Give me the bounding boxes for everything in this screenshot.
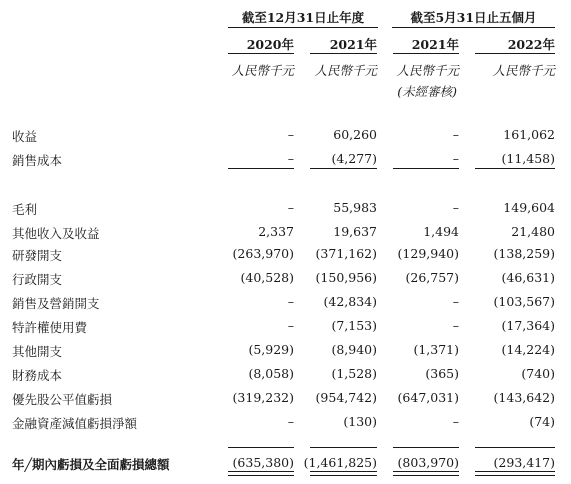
unit-col-2: 人民幣千元 <box>314 63 377 78</box>
row-value-col-2: (1,528) <box>331 366 377 381</box>
row-label: 其他開支 <box>12 344 63 359</box>
year-col-3: 2021年 <box>411 37 459 52</box>
total-top-rule-col-2 <box>310 447 377 448</box>
row-value-col-3: – <box>452 151 459 166</box>
row-value-col-4: (143,642) <box>493 390 555 405</box>
row-value-col-3: (365) <box>425 366 459 381</box>
group2-underline <box>392 27 555 28</box>
unit-col-4: 人民幣千元 <box>492 63 555 78</box>
row-value-col-2: 19,637 <box>333 224 377 239</box>
row-value-col-4: (46,631) <box>501 270 555 285</box>
subtotal-rule-col-1 <box>228 168 294 169</box>
row-value-col-4: 149,604 <box>503 200 555 215</box>
row-value-col-1: (5,929) <box>248 342 294 357</box>
row-value-col-3: (803,970) <box>397 455 459 470</box>
year-col-1-underline <box>228 53 294 54</box>
year-col-4: 2022年 <box>507 37 555 52</box>
row-value-col-3: (129,940) <box>397 246 459 261</box>
row-value-col-1: (319,232) <box>232 390 294 405</box>
row-value-col-2: 60,260 <box>333 127 377 142</box>
row-value-col-1: (8,058) <box>248 366 294 381</box>
row-label: 銷售成本 <box>12 153 63 168</box>
unit-col-1: 人民幣千元 <box>231 63 294 78</box>
group-header-year-ended: 截至12月31日止年度 <box>241 10 365 25</box>
subtotal-rule-col-2 <box>310 168 377 169</box>
total-top-rule-col-1 <box>228 447 294 448</box>
row-value-col-2: (1,461,825) <box>303 455 377 470</box>
row-value-col-3: (647,031) <box>397 390 459 405</box>
year-col-3-underline <box>393 53 459 54</box>
total-double-rule-col-2 <box>310 471 377 476</box>
row-value-col-4: 21,480 <box>511 224 555 239</box>
row-value-col-4: (103,567) <box>493 294 555 309</box>
row-value-col-2: (42,834) <box>323 294 377 309</box>
row-value-col-3: – <box>452 127 459 142</box>
row-value-col-1: – <box>287 318 294 333</box>
row-value-col-1: – <box>287 151 294 166</box>
total-top-rule-col-3 <box>393 447 459 448</box>
year-col-1: 2020年 <box>246 37 294 52</box>
row-value-col-1: (635,380) <box>232 455 294 470</box>
row-value-col-4: (17,364) <box>501 318 555 333</box>
row-label: 其他收入及收益 <box>12 226 100 241</box>
year-col-2-underline <box>310 53 377 54</box>
row-value-col-1: – <box>287 200 294 215</box>
year-col-2: 2021年 <box>329 37 377 52</box>
row-value-col-4: (740) <box>521 366 555 381</box>
year-col-4-underline <box>475 53 555 54</box>
group1-underline <box>228 27 378 28</box>
row-value-col-4: (138,259) <box>493 246 555 261</box>
row-label: 毛利 <box>12 202 38 217</box>
total-double-rule-col-4 <box>475 471 555 476</box>
row-value-col-3: 1,494 <box>423 224 459 239</box>
total-double-rule-col-1 <box>228 471 294 476</box>
row-label: 金融資產減值虧損淨額 <box>12 416 138 431</box>
row-value-col-2: (4,277) <box>331 151 377 166</box>
unaudited-note: (未經審核) <box>397 84 457 99</box>
row-value-col-1: 2,337 <box>258 224 294 239</box>
subtotal-rule-col-4 <box>475 168 555 169</box>
row-value-col-2: (7,153) <box>331 318 377 333</box>
row-label: 研發開支 <box>12 248 63 263</box>
subtotal-rule-col-3 <box>393 168 459 169</box>
row-value-col-3: – <box>452 294 459 309</box>
row-value-col-3: – <box>452 318 459 333</box>
row-value-col-1: – <box>287 294 294 309</box>
row-value-col-2: (954,742) <box>315 390 377 405</box>
row-label: 優先股公平值虧損 <box>12 392 113 407</box>
row-value-col-4: 161,062 <box>503 127 555 142</box>
row-value-col-1: (263,970) <box>232 246 294 261</box>
row-value-col-4: (74) <box>529 414 555 429</box>
row-value-col-4: (293,417) <box>493 455 555 470</box>
total-top-rule-col-4 <box>475 447 555 448</box>
row-label: 收益 <box>12 129 38 144</box>
row-value-col-1: – <box>287 127 294 142</box>
row-value-col-2: (150,956) <box>315 270 377 285</box>
total-double-rule-col-3 <box>393 471 459 476</box>
row-value-col-2: (371,162) <box>315 246 377 261</box>
row-label: 特許權使用費 <box>12 320 88 335</box>
row-label: 行政開支 <box>12 272 63 287</box>
row-value-col-3: – <box>452 200 459 215</box>
row-value-col-3: – <box>452 414 459 429</box>
group-header-five-months: 截至5月31日止五個月 <box>410 10 537 25</box>
row-value-col-3: (1,371) <box>413 342 459 357</box>
row-value-col-2: (8,940) <box>331 342 377 357</box>
row-value-col-4: (11,458) <box>501 151 555 166</box>
row-value-col-1: – <box>287 414 294 429</box>
row-value-col-1: (40,528) <box>240 270 294 285</box>
row-value-col-2: (130) <box>343 414 377 429</box>
row-value-col-4: (14,224) <box>501 342 555 357</box>
row-value-col-2: 55,983 <box>333 200 377 215</box>
row-value-col-3: (26,757) <box>405 270 459 285</box>
unit-col-3: 人民幣千元 <box>396 63 459 78</box>
row-label: 銷售及營銷開支 <box>12 296 100 311</box>
row-label: 財務成本 <box>12 368 63 383</box>
row-label: 年╱期內虧損及全面虧損總額 <box>12 457 170 472</box>
